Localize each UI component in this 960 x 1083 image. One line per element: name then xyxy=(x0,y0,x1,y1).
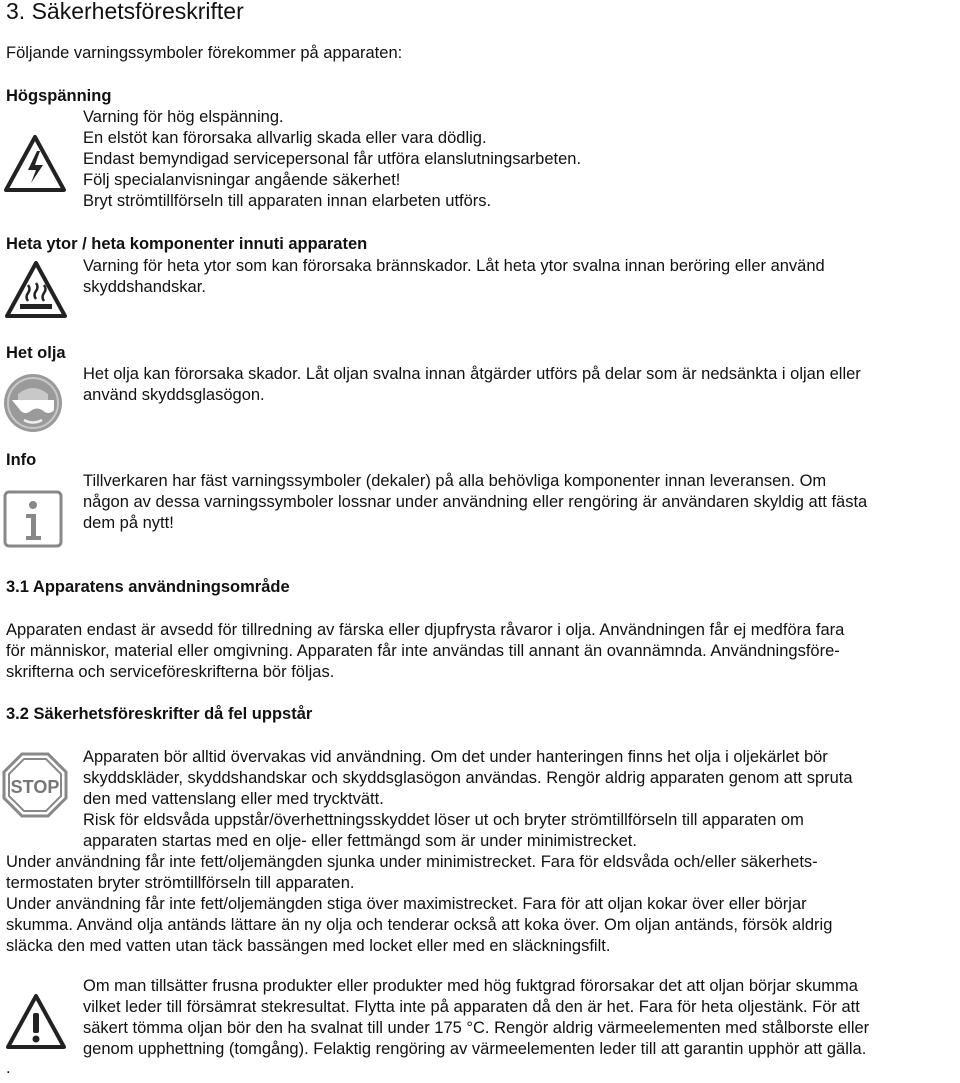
info-heading: Info xyxy=(6,451,37,469)
intro-text: Följande varningssymboler förekommer på apparaten: xyxy=(6,44,403,62)
page-title: 3. Säkerhetsföreskrifter xyxy=(6,0,244,24)
text-line: dem på nytt! xyxy=(83,514,174,532)
hot-surfaces-heading: Heta ytor / heta komponenter innuti apparaten xyxy=(6,235,368,253)
stop-sign-icon xyxy=(2,752,68,818)
text-line: Under användning får inte fett/oljemängden stiga över maximistrecket. Fara för att oljan kokar över eller börjar xyxy=(6,895,807,913)
text-line: Följ specialanvisningar angående säkerhet! xyxy=(83,171,401,189)
section-3-2-heading: 3.2 Säkerhetsföreskrifter då fel uppstår xyxy=(6,705,313,723)
high-voltage-warning-icon xyxy=(3,134,67,194)
text-line: skrifterna och serviceföreskrifterna bör följas. xyxy=(6,663,335,681)
text-line: Tillverkaren har fäst varningssymboler (dekaler) på alla behövliga komponenter innan leveransen. Om xyxy=(83,472,827,490)
info-icon xyxy=(2,489,64,549)
text-line: använd skyddsglasögon. xyxy=(83,386,265,404)
text-line: En elstöt kan förorsaka allvarlig skada eller vara dödlig. xyxy=(83,129,487,147)
text-line: skyddshandskar. xyxy=(83,278,206,296)
text-line: Het olja kan förorsaka skador. Låt oljan svalna innan åtgärder utförs på delar som är nedsänkta i oljan eller xyxy=(83,365,861,383)
text-line: den med vattenslang eller med trycktvätt. xyxy=(83,790,384,808)
text-line: någon av dessa varningssymboler lossnar under användning eller rengöring är användaren skyldig att fästa xyxy=(83,493,868,511)
section-3-1-text xyxy=(6,620,844,683)
body-paragraph xyxy=(6,852,832,957)
text-line: Varning för heta ytor som kan förorsaka brännskador. Låt heta ytor svalna innan beröring eller använd xyxy=(83,257,825,275)
section-3-1-heading: 3.1 Apparatens användningsområde xyxy=(6,578,290,596)
stop-sign-label: STOP xyxy=(10,777,60,797)
high-voltage-heading: Högspänning xyxy=(6,87,112,105)
text-line: släcka den med vatten utan täck bassängen med locket eller med en släckningsfilt. xyxy=(6,937,611,955)
text-line: Under användning får inte fett/oljemängden sjunka under minimistrecket. Fara för eldsvåda och/eller säkerhets- xyxy=(6,853,818,871)
text-line: Endast bemyndigad servicepersonal får utföra elanslutningsarbeten. xyxy=(83,150,582,168)
text-line: Apparaten bör alltid övervakas vid användning. Om det under hanteringen finns het olja i oljekärlet bör xyxy=(83,748,828,766)
text-line: Om man tillsätter frusna produkter eller produkter med hög fuktgrad förorsakar det att oljan börjar skumma xyxy=(83,977,858,995)
hot-surfaces-text xyxy=(83,256,825,298)
safety-goggles-icon xyxy=(2,372,64,434)
text-line: Bryt strömtillförseln till apparaten innan elarbeten utförs. xyxy=(83,192,492,210)
text-line: vilket leder till försämrat stekresultat. Flytta inte på apparaten då den är het. Fara för heta oljestänk. För att xyxy=(83,998,860,1016)
general-warning-icon xyxy=(5,993,67,1051)
high-voltage-text xyxy=(83,107,581,212)
info-text xyxy=(83,471,867,534)
trailing-mark: . xyxy=(6,1059,11,1077)
text-line: säkert tömma oljan bör den ha svalnat till under 175 °C. Rengör aldrig värmeelementen med stålborste eller xyxy=(83,1019,870,1037)
hot-oil-heading: Het olja xyxy=(6,344,66,362)
text-line: Apparaten endast är avsedd för tillredning av färska eller djupfrysta råvaror i olja. Användningen får ej medföra fara xyxy=(6,621,845,639)
text-line: Risk för eldsvåda uppstår/överhettningsskyddet löser ut och bryter strömtillförseln till apparaten om xyxy=(83,811,804,829)
text-line: skumma. Använd olja antänds lättare än ny olja och tenderar också att koka över. Om oljan antänds, försök aldrig xyxy=(6,916,833,934)
warning-paragraph xyxy=(83,976,869,1060)
text-line: termostaten bryter strömtillförseln till apparaten. xyxy=(6,874,355,892)
stop-paragraph xyxy=(83,747,853,852)
text-line: genom upphettning (tomgång). Felaktig rengöring av värmeelementen leder till att garantin upphör att gälla. xyxy=(83,1040,867,1058)
text-line: skyddskläder, skyddshandskar och skyddsglasögon användas. Rengör aldrig apparaten genom att spruta xyxy=(83,769,853,787)
text-line: apparaten startas med en olje- eller fettmängd som är under minimistrecket. xyxy=(83,832,637,850)
text-line: för människor, material eller omgivning. Apparaten får inte användas till annant än ovannämnda. Användningsföre- xyxy=(6,642,840,660)
text-line: Varning för hög elspänning. xyxy=(83,108,284,126)
hot-surface-warning-icon xyxy=(4,260,68,320)
hot-oil-text xyxy=(83,364,861,406)
